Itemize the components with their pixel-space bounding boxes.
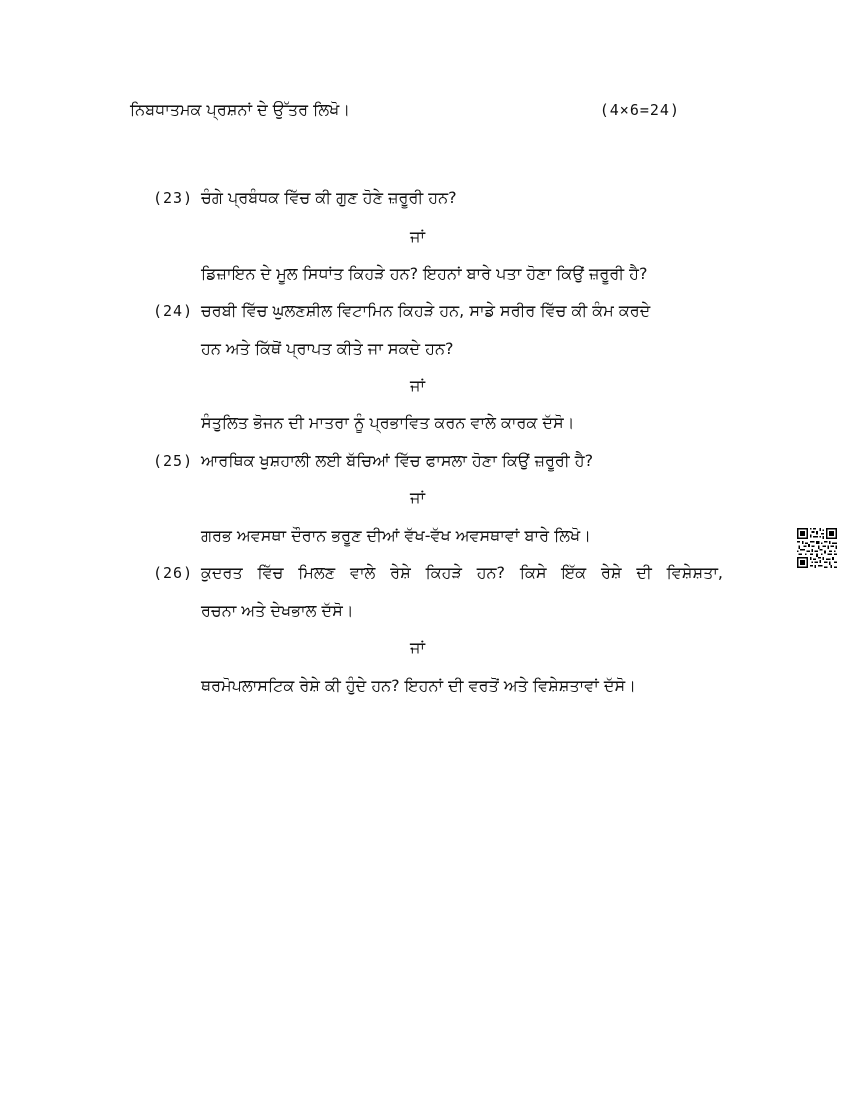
section-heading bbox=[130, 99, 680, 121]
question-text: ਕੁਦਰਤ ਵਿੱਚ ਮਿਲਣ ਵਾਲੇ ਰੇਸ਼ੇ ਕਿਹੜੇ ਹਨ? ਕਿਸੇ ਇੱਕ ਰੇਸ਼ੇ ਦੀ ਵਿਸ਼ੇਸ਼ਤਾ, bbox=[201, 563, 723, 582]
or-separator: ਜਾਂ bbox=[410, 376, 425, 395]
question-number: (26) bbox=[153, 564, 194, 582]
question-number: (24) bbox=[153, 302, 194, 320]
alternative-question-text: ਥਰਮੋਪਲਾਸਟਿਕ ਰੇਸ਼ੇ ਕੀ ਹੁੰਦੇ ਹਨ? ਇਹਨਾਂ ਦੀ ਵਰਤੋਂ ਅਤੇ ਵਿਸ਼ੇਸ਼ਤਾਵਾਂ ਦੱਸੋ। bbox=[201, 676, 636, 695]
question-text-continued: ਹਨ ਅਤੇ ਕਿੱਥੋਂ ਪ੍ਰਾਪਤ ਕੀਤੇ ਜਾ ਸਕਦੇ ਹਨ? bbox=[201, 339, 454, 358]
section-marks: (4×6=24) bbox=[599, 101, 680, 119]
qr-code-icon bbox=[797, 528, 837, 568]
section-instruction: ਨਿਬਧਾਤਮਕ ਪ੍ਰਸ਼ਨਾਂ ਦੇ ਉੱਤਰ ਲਿਖੋ। bbox=[130, 100, 351, 119]
alternative-question-text: ਸੰਤੁਲਿਤ ਭੋਜਨ ਦੀ ਮਾਤਰਾ ਨੂੰ ਪ੍ਰਭਾਵਿਤ ਕਰਨ ਵਾਲੇ ਕਾਰਕ ਦੱਸੋ। bbox=[201, 413, 575, 432]
question-text: ਚੰਗੇ ਪ੍ਰਬੰਧਕ ਵਿੱਚ ਕੀ ਗੁਣ ਹੋਣੇ ਜ਼ਰੂਰੀ ਹਨ? bbox=[201, 188, 457, 207]
alternative-question-text: ਗਰਭ ਅਵਸਥਾ ਦੌਰਾਨ ਭਰੂਣ ਦੀਆਂ ਵੱਖ-ਵੱਖ ਅਵਸਥਾਵਾਂ ਬਾਰੇ ਲਿਖੋ। bbox=[201, 526, 591, 545]
question-number: (23) bbox=[153, 189, 194, 207]
or-separator: ਜਾਂ bbox=[410, 227, 425, 246]
or-separator: ਜਾਂ bbox=[410, 488, 425, 507]
question-text: ਚਰਬੀ ਵਿੱਚ ਘੁਲਣਸ਼ੀਲ ਵਿਟਾਮਿਨ ਕਿਹੜੇ ਹਨ, ਸਾਡੇ ਸਰੀਰ ਵਿੱਚ ਕੀ ਕੰਮ ਕਰਦੇ bbox=[201, 301, 651, 320]
or-separator: ਜਾਂ bbox=[410, 638, 425, 657]
question-number: (25) bbox=[153, 452, 194, 470]
question-text-continued: ਰਚਨਾ ਅਤੇ ਦੇਖਭਾਲ ਦੱਸੋ। bbox=[201, 601, 354, 620]
alternative-question-text: ਡਿਜ਼ਾਇਨ ਦੇ ਮੂਲ ਸਿਧਾਂਤ ਕਿਹੜੇ ਹਨ? ਇਹਨਾਂ ਬਾਰੇ ਪਤਾ ਹੋਣਾ ਕਿਉਂ ਜ਼ਰੂਰੀ ਹੈ? bbox=[201, 264, 648, 283]
question-text: ਆਰਥਿਕ ਖੁਸ਼ਹਾਲੀ ਲਈ ਬੱਚਿਆਂ ਵਿੱਚ ਫਾਸਲਾ ਹੋਣਾ ਕਿਉਂ ਜ਼ਰੂਰੀ ਹੈ? bbox=[201, 451, 594, 470]
